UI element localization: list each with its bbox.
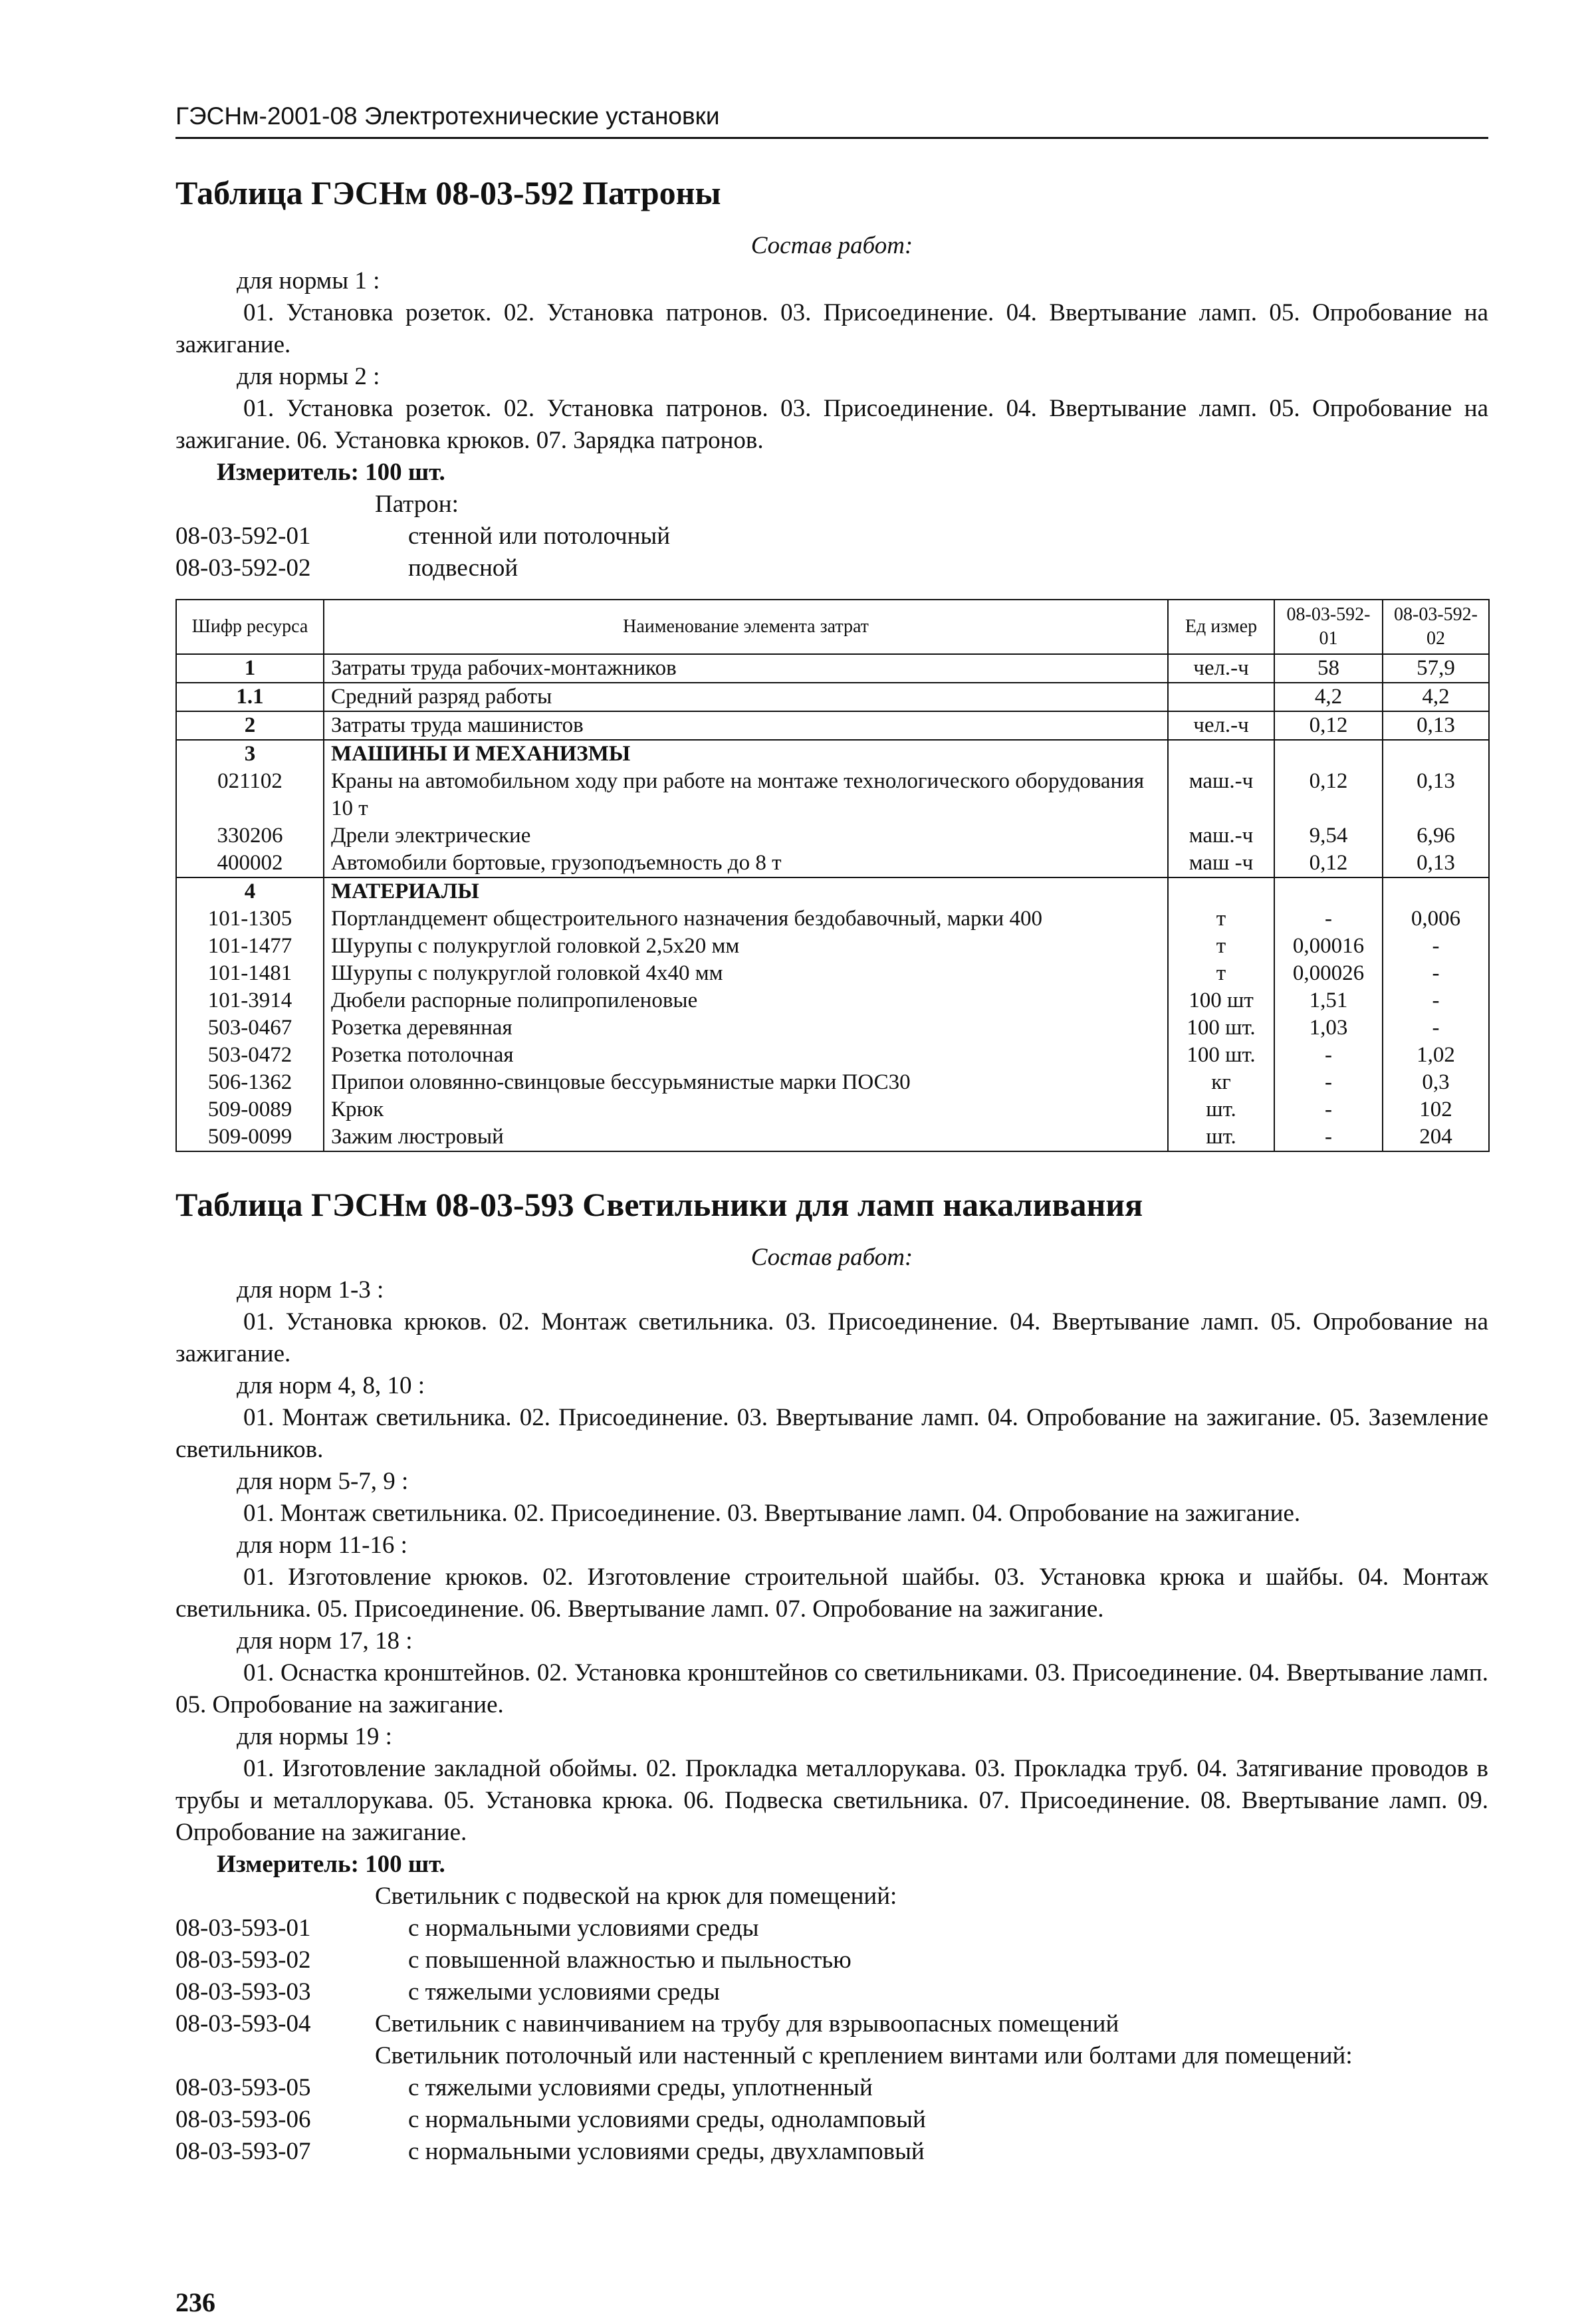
cell-norm-02: 4,2 xyxy=(1383,683,1489,711)
cell-name: Краны на автомобильном ходу при работе на монтаже технологического оборудования 10 т xyxy=(324,768,1168,822)
cell-code: 101-1481 xyxy=(176,960,324,987)
cell-unit: т xyxy=(1168,905,1274,933)
table-row xyxy=(176,877,1489,905)
table-row xyxy=(176,654,1489,683)
cell-name: Розетка потолочная xyxy=(324,1042,1168,1069)
cell-unit xyxy=(1168,740,1274,768)
code-row xyxy=(175,1944,1488,1976)
cell-norm-02: 204 xyxy=(1383,1123,1489,1151)
cell-code: 509-0089 xyxy=(176,1096,324,1123)
cell-norm-02: - xyxy=(1383,987,1489,1014)
table-593-title: Таблица ГЭСНм 08-03-593 Светильники для ламп накаливания xyxy=(175,1186,1143,1223)
table-row xyxy=(176,1042,1489,1069)
norm-code: 08-03-593-04 xyxy=(175,2010,311,2037)
cell-norm-01: - xyxy=(1274,1123,1383,1151)
document-page xyxy=(175,100,1488,2317)
cell-code: 400002 xyxy=(176,850,324,877)
norm-code: 08-03-592-01 xyxy=(175,522,311,550)
cell-norm-01: 0,12 xyxy=(1274,850,1383,877)
cell-norm-02: 0,13 xyxy=(1383,850,1489,877)
cell-code: 506-1362 xyxy=(176,1069,324,1096)
measure-592: Измеритель: 100 шт. xyxy=(217,459,445,486)
composition-label-593: Состав работ: xyxy=(750,1244,913,1271)
cell-name: Дрели электрические xyxy=(324,822,1168,850)
cell-code: 1 xyxy=(176,654,324,683)
norm-label: для норм 17, 18 : xyxy=(237,1627,413,1655)
cell-norm-01: 0,00016 xyxy=(1274,933,1383,960)
cell-norm-01: 1,51 xyxy=(1274,987,1383,1014)
cell-unit: маш.-ч xyxy=(1168,768,1274,822)
table-row xyxy=(176,960,1489,987)
norm-label: для норм 1-3 : xyxy=(237,1276,384,1304)
cell-norm-02: 0,13 xyxy=(1383,768,1489,822)
cell-unit xyxy=(1168,683,1274,711)
norm-code: 08-03-593-05 xyxy=(175,2074,311,2101)
cell-code: 101-3914 xyxy=(176,987,324,1014)
cell-name: МАШИНЫ И МЕХАНИЗМЫ xyxy=(324,740,1168,768)
norm-text: 01. Оснастка кронштейнов. 02. Установка кронштейнов со светильниками. 03. Присоединение. 04. Ввертывание ламп. 05. Опробование на зажигание. xyxy=(175,1659,1488,1718)
cell-code: 101-1477 xyxy=(176,933,324,960)
cell-norm-01: - xyxy=(1274,1069,1383,1096)
norm1-label: для нормы 1 : xyxy=(237,267,380,294)
cell-code: 330206 xyxy=(176,822,324,850)
page-number: 236 xyxy=(175,2287,215,2317)
cell-unit: 100 шт. xyxy=(1168,1042,1274,1069)
cell-unit: шт. xyxy=(1168,1123,1274,1151)
norm-label: для норм 11-16 : xyxy=(237,1532,407,1559)
code-list-593-b xyxy=(175,2072,1488,2168)
cell-unit: чел.-ч xyxy=(1168,711,1274,740)
cell-norm-02: - xyxy=(1383,1014,1489,1042)
cell-code: 3 xyxy=(176,740,324,768)
cell-code: 101-1305 xyxy=(176,905,324,933)
code-row xyxy=(175,552,1488,584)
table-row xyxy=(176,1014,1489,1042)
cell-unit: чел.-ч xyxy=(1168,654,1274,683)
norm-label: для норм 5-7, 9 : xyxy=(237,1468,409,1495)
cell-norm-02 xyxy=(1383,740,1489,768)
table-row xyxy=(176,905,1489,933)
cell-name: Розетка деревянная xyxy=(324,1014,1168,1042)
table-row xyxy=(176,933,1489,960)
cell-unit: т xyxy=(1168,960,1274,987)
cell-unit: маш -ч xyxy=(1168,850,1274,877)
norm-label: для норм 4, 8, 10 : xyxy=(237,1372,425,1399)
code-row xyxy=(175,2008,1488,2040)
col-header-norm-01: 08-03-592-01 xyxy=(1274,600,1383,654)
col-header-norm-02: 08-03-592-02 xyxy=(1383,600,1489,654)
norm-code: 08-03-593-01 xyxy=(175,1914,311,1942)
group-label-592: Патрон: xyxy=(375,491,459,518)
code-row xyxy=(175,2104,1488,2136)
norm2-text: 01. Установка розеток. 02. Установка патронов. 03. Присоединение. 04. Ввертывание ламп. 05. Опробование на зажигание. 06. Установка крюков. 07. Зарядка патронов. xyxy=(175,395,1488,454)
cell-name: Затраты труда машинистов xyxy=(324,711,1168,740)
cell-unit: т xyxy=(1168,933,1274,960)
resource-table-592 xyxy=(175,599,1490,1152)
cell-unit: 100 шт xyxy=(1168,987,1274,1014)
norm-description: Светильник с навинчиванием на трубу для взрывоопасных помещений xyxy=(375,2010,1119,2037)
cell-unit: шт. xyxy=(1168,1096,1274,1123)
norm-text: 01. Изготовление крюков. 02. Изготовление строительной шайбы. 03. Установка крюка и шайбы. 04. Монтаж светильника. 05. Присоединение. 06. Ввертывание ламп. 07. Опробование на зажигание. xyxy=(175,1564,1488,1623)
cell-code: 503-0472 xyxy=(176,1042,324,1069)
table-row xyxy=(176,683,1489,711)
cell-name: Крюк xyxy=(324,1096,1168,1123)
norm-description: с тяжелыми условиями среды, уплотненный xyxy=(408,2074,873,2101)
cell-code: 4 xyxy=(176,877,324,905)
cell-norm-01: 9,54 xyxy=(1274,822,1383,850)
table-row xyxy=(176,850,1489,877)
norm-code: 08-03-592-02 xyxy=(175,554,311,582)
norm2-label: для нормы 2 : xyxy=(237,363,380,390)
table-row xyxy=(176,740,1489,768)
cell-code: 509-0099 xyxy=(176,1123,324,1151)
norm-list-593 xyxy=(175,1274,1488,1849)
cell-norm-01: 4,2 xyxy=(1274,683,1383,711)
norm-code: 08-03-593-06 xyxy=(175,2106,311,2133)
table-row xyxy=(176,1123,1489,1151)
group2-label-593: Светильник потолочный или настенный с креплением винтами или болтами для помещений: xyxy=(375,2042,1353,2069)
norm-label: для нормы 19 : xyxy=(237,1723,392,1750)
cell-name: Автомобили бортовые, грузоподъемность до 8 т xyxy=(324,850,1168,877)
cell-name: Припои оловянно-свинцовые бессурьмянистые марки ПОС30 xyxy=(324,1069,1168,1096)
cell-code: 021102 xyxy=(176,768,324,822)
code-row xyxy=(175,2072,1488,2104)
code-list-593-a xyxy=(175,1912,1488,2008)
table-row xyxy=(176,1096,1489,1123)
code-row xyxy=(175,1976,1488,2008)
cell-norm-01: 0,12 xyxy=(1274,711,1383,740)
cell-code: 2 xyxy=(176,711,324,740)
cell-unit: маш.-ч xyxy=(1168,822,1274,850)
norm-description: с нормальными условиями среды xyxy=(408,1914,759,1942)
cell-norm-01: 0,12 xyxy=(1274,768,1383,822)
cell-unit: кг xyxy=(1168,1069,1274,1096)
cell-norm-01: - xyxy=(1274,1042,1383,1069)
cell-norm-01: - xyxy=(1274,905,1383,933)
norm-description: стенной или потолочный xyxy=(408,522,671,550)
cell-norm-02: 0,006 xyxy=(1383,905,1489,933)
col-header-unit: Ед измер xyxy=(1168,600,1274,654)
norm-description: с нормальными условиями среды, двухламповый xyxy=(408,2138,925,2165)
table-header-row xyxy=(176,600,1489,654)
cell-norm-02 xyxy=(1383,877,1489,905)
cell-unit: 100 шт. xyxy=(1168,1014,1274,1042)
cell-name: МАТЕРИАЛЫ xyxy=(324,877,1168,905)
cell-norm-01 xyxy=(1274,877,1383,905)
code-row xyxy=(175,521,1488,552)
norm-description: с повышенной влажностью и пыльностью xyxy=(408,1946,852,1974)
cell-norm-01: 0,00026 xyxy=(1274,960,1383,987)
cell-norm-02: - xyxy=(1383,933,1489,960)
measure-593: Измеритель: 100 шт. xyxy=(217,1851,445,1878)
cell-name: Портландцемент общестроительного назначения бездобавочный, марки 400 xyxy=(324,905,1168,933)
norm-code: 08-03-593-02 xyxy=(175,1946,311,1974)
norm-code: 08-03-593-03 xyxy=(175,1978,311,2006)
cell-norm-02: 0,13 xyxy=(1383,711,1489,740)
table-row xyxy=(176,987,1489,1014)
cell-norm-01: 1,03 xyxy=(1274,1014,1383,1042)
norm1-text: 01. Установка розеток. 02. Установка патронов. 03. Присоединение. 04. Ввертывание ламп. 05. Опробование на зажигание. xyxy=(175,299,1488,358)
cell-norm-02: - xyxy=(1383,960,1489,987)
code-row xyxy=(175,1912,1488,1944)
cell-norm-02: 57,9 xyxy=(1383,654,1489,683)
cell-code: 1.1 xyxy=(176,683,324,711)
running-title: ГЭСНм-2001-08 Электротехнические установки xyxy=(175,100,1488,139)
norm-description: с нормальными условиями среды, одноламповый xyxy=(408,2106,926,2133)
cell-norm-02: 0,3 xyxy=(1383,1069,1489,1096)
cell-norm-02: 102 xyxy=(1383,1096,1489,1123)
table-592-title: Таблица ГЭСНм 08-03-592 Патроны xyxy=(175,174,721,211)
table-row xyxy=(176,1069,1489,1096)
norm-description: с тяжелыми условиями среды xyxy=(408,1978,720,2006)
table-row xyxy=(176,768,1489,822)
norm-text: 01. Монтаж светильника. 02. Присоединение. 03. Ввертывание ламп. 04. Опробование на зажигание. xyxy=(243,1500,1301,1527)
norm-text: 01. Установка крюков. 02. Монтаж светильника. 03. Присоединение. 04. Ввертывание ламп. 05. Опробование на зажигание. xyxy=(175,1308,1488,1367)
cell-name: Шурупы с полукруглой головкой 2,5х20 мм xyxy=(324,933,1168,960)
cell-name: Дюбели распорные полипропиленовые xyxy=(324,987,1168,1014)
code-list-592 xyxy=(175,521,1488,584)
composition-label-592: Состав работ: xyxy=(750,232,913,259)
code-row xyxy=(175,2136,1488,2168)
group1-label-593: Светильник с подвеской на крюк для помещений: xyxy=(375,1883,897,1910)
norm-description: подвесной xyxy=(408,554,518,582)
cell-norm-01: - xyxy=(1274,1096,1383,1123)
cell-name: Средний разряд работы xyxy=(324,683,1168,711)
norm-text: 01. Монтаж светильника. 02. Присоединение. 03. Ввертывание ламп. 04. Опробование на зажигание. 05. Заземление светильников. xyxy=(175,1404,1488,1463)
col-header-code: Шифр ресурса xyxy=(176,600,324,654)
norm-text: 01. Изготовление закладной обоймы. 02. Прокладка металлорукава. 03. Прокладка труб. 04. Затягивание проводов в трубы и металлорукава. 05. Установка крюка. 06. Подвеска светильника. 07. Присоединение. 08. Ввертывание ламп. 09. Опробование на зажигание. xyxy=(175,1755,1488,1846)
cell-unit xyxy=(1168,877,1274,905)
cell-norm-01: 58 xyxy=(1274,654,1383,683)
cell-name: Затраты труда рабочих-монтажников xyxy=(324,654,1168,683)
cell-name: Шурупы с полукруглой головкой 4х40 мм xyxy=(324,960,1168,987)
cell-name: Зажим люстровый xyxy=(324,1123,1168,1151)
cell-norm-02: 6,96 xyxy=(1383,822,1489,850)
table-row xyxy=(176,711,1489,740)
norm-code: 08-03-593-07 xyxy=(175,2138,311,2165)
cell-norm-01 xyxy=(1274,740,1383,768)
col-header-name: Наименование элемента затрат xyxy=(324,600,1168,654)
cell-code: 503-0467 xyxy=(176,1014,324,1042)
cell-norm-02: 1,02 xyxy=(1383,1042,1489,1069)
table-row xyxy=(176,822,1489,850)
